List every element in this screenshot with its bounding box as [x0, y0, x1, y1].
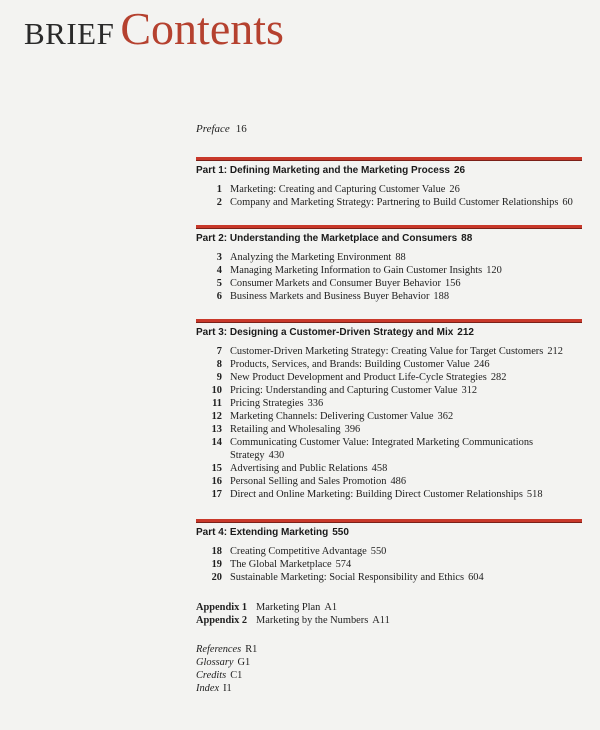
chapter-page: 550: [370, 546, 387, 557]
chapter-title: Pricing Strategies: [230, 398, 304, 409]
chapter-number: 3: [216, 252, 222, 263]
chapter-title: Analyzing the Marketing Environment: [230, 252, 392, 263]
chapter-title: Business Markets and Business Buyer Behavior: [230, 291, 430, 302]
chapter-page: 120: [486, 265, 502, 276]
backmatter-entry[interactable]: [196, 656, 257, 669]
chapter-number: 15: [211, 463, 222, 474]
preface-label: Preface: [196, 123, 230, 135]
chapter-page: 430: [268, 450, 285, 461]
backmatter-entry[interactable]: [196, 682, 257, 695]
chapter-title: New Product Development and Product Life-Cycle Strategies: [230, 372, 487, 383]
title-brief: BRIEF: [24, 16, 115, 51]
chapter-number: 5: [216, 278, 222, 289]
chapter-number: 13: [211, 424, 222, 435]
chapter-entry[interactable]: [196, 196, 582, 209]
chapter-page: 312: [461, 385, 478, 396]
part-title[interactable]: [196, 327, 582, 338]
appendix-entry[interactable]: [196, 601, 390, 614]
chapter-page: 574: [335, 559, 352, 570]
chapter-title: Customer-Driven Marketing Strategy: Creating Value for Target Customers: [230, 346, 544, 357]
chapter-number: 12: [211, 411, 222, 422]
chapter-page: 282: [490, 372, 507, 383]
backmatter-entry[interactable]: [196, 669, 257, 682]
part-page: 212: [457, 327, 474, 338]
chapter-number: 10: [211, 385, 222, 396]
part-title[interactable]: [196, 527, 582, 538]
chapter-title: Marketing: Creating and Capturing Customer Value: [230, 184, 446, 195]
backmatter-page: C1: [230, 670, 243, 681]
part-title[interactable]: [196, 165, 582, 176]
chapter-number: 4: [216, 265, 222, 276]
chapter-number: 9: [216, 372, 222, 383]
chapter-title: Marketing Channels: Delivering Customer Value: [230, 411, 434, 422]
chapter-title: Creating Competitive Advantage: [230, 546, 367, 557]
backmatter-label: References: [196, 644, 242, 655]
chapter-title: Company and Marketing Strategy: Partnering to Build Customer Relationships: [230, 197, 559, 208]
chapter-number: 11: [212, 398, 222, 409]
chapter-number: 8: [216, 359, 222, 370]
chapter-title: Retailing and Wholesaling: [230, 424, 341, 435]
chapter-title: Managing Marketing Information to Gain Customer Insights: [230, 265, 483, 276]
chapter-entry[interactable]: [196, 545, 582, 558]
chapter-entry[interactable]: [196, 264, 582, 277]
chapter-entry[interactable]: [196, 475, 582, 488]
chapter-number: 16: [211, 476, 222, 487]
backmatter-page: G1: [237, 657, 251, 668]
chapter-number: 6: [216, 291, 222, 302]
backmatter-label: Index: [196, 683, 220, 694]
chapter-entry[interactable]: [196, 571, 582, 584]
chapter-entry[interactable]: [196, 558, 582, 571]
chapter-entry[interactable]: [196, 397, 582, 410]
part-title-text: Part 3: Designing a Customer-Driven Strategy and Mix: [196, 327, 454, 338]
backmatter-page: I1: [223, 683, 232, 694]
part-4: [196, 519, 582, 584]
chapter-title: Personal Selling and Sales Promotion: [230, 476, 387, 487]
appendix-entry[interactable]: [196, 614, 390, 627]
chapter-page: 88: [395, 252, 406, 263]
chapter-page: 26: [449, 184, 460, 195]
chapter-title: Pricing: Understanding and Capturing Customer Value: [230, 385, 458, 396]
chapter-page: 486: [390, 476, 407, 487]
part-page: 26: [453, 165, 466, 176]
chapter-number: 18: [211, 546, 222, 557]
backmatter-page: R1: [245, 644, 258, 655]
appendix-label: Appendix 1: [196, 602, 248, 613]
chapter-number: 7: [216, 346, 222, 357]
part-divider: [196, 319, 582, 323]
part-title-text: Part 1: Defining Marketing and the Marketing Process: [196, 165, 450, 176]
chapter-number: 1: [216, 184, 222, 195]
appendix-page: A1: [324, 602, 338, 613]
appendix-title: Marketing by the Numbers: [256, 615, 369, 626]
chapter-title: Products, Services, and Brands: Building Customer Value: [230, 359, 470, 370]
appendix-title: Marketing Plan: [256, 602, 321, 613]
chapter-entry[interactable]: [196, 345, 582, 358]
appendix-label: Appendix 2: [196, 615, 248, 626]
part-2: [196, 225, 582, 303]
part-title-text: Part 2: Understanding the Marketplace and Consumers: [196, 233, 458, 244]
chapter-number: 20: [211, 572, 222, 583]
chapter-title: Direct and Online Marketing: Building Direct Customer Relationships: [230, 489, 523, 500]
chapter-page: 188: [433, 291, 450, 302]
chapter-page: 518: [526, 489, 543, 500]
chapter-number: 17: [211, 489, 222, 500]
appendices: [196, 601, 390, 627]
page-title: [24, 2, 284, 55]
part-page: 88: [461, 233, 473, 244]
chapter-entry[interactable]: [196, 410, 582, 423]
backmatter-label: Credits: [196, 670, 227, 681]
part-page: 550: [332, 527, 349, 538]
chapter-page: 156: [444, 278, 461, 289]
appendix-page: A11: [372, 615, 390, 626]
chapter-page: 246: [473, 359, 490, 370]
chapter-title: Sustainable Marketing: Social Responsibility and Ethics: [230, 572, 465, 583]
chapter-entry[interactable]: [196, 488, 582, 501]
part-1: [196, 157, 582, 209]
chapter-entry[interactable]: [196, 423, 582, 436]
backmatter-label: Glossary: [196, 657, 234, 668]
chapter-number: 19: [211, 559, 222, 570]
chapter-entry[interactable]: [196, 183, 582, 196]
chapter-entry[interactable]: [196, 436, 582, 462]
preface-page: 16: [235, 123, 247, 135]
chapter-entry[interactable]: [196, 462, 582, 475]
chapter-entry[interactable]: [196, 384, 582, 397]
chapter-title: The Global Marketplace: [230, 559, 332, 570]
part-title-text: Part 4: Extending Marketing: [196, 527, 329, 538]
chapter-entry[interactable]: [196, 358, 582, 371]
chapter-title: Advertising and Public Relations: [230, 463, 368, 474]
chapter-entry[interactable]: [196, 371, 582, 384]
chapter-page: 362: [437, 411, 454, 422]
chapter-page: 458: [371, 463, 388, 474]
backmatter: [196, 643, 257, 695]
chapter-title: Consumer Markets and Consumer Buyer Behavior: [230, 278, 441, 289]
chapter-page: 212: [547, 346, 563, 357]
chapter-page: 336: [307, 398, 324, 409]
chapter-entry[interactable]: [196, 290, 582, 303]
chapter-title: Communicating Customer Value: Integrated Marketing Communications Strategy: [230, 437, 534, 461]
part-divider: [196, 157, 582, 161]
chapter-entry[interactable]: [196, 251, 582, 264]
part-3: [196, 319, 582, 501]
chapter-entry[interactable]: [196, 277, 582, 290]
backmatter-entry[interactable]: [196, 643, 257, 656]
chapter-page: 396: [344, 424, 361, 435]
part-title[interactable]: [196, 233, 582, 244]
chapter-number: 2: [216, 197, 222, 208]
chapter-page: 604: [468, 572, 484, 583]
chapter-number: 14: [211, 437, 222, 448]
title-contents: Contents: [120, 3, 284, 54]
preface-entry[interactable]: [196, 123, 247, 135]
part-divider: [196, 225, 582, 229]
chapter-page: 60: [562, 197, 573, 208]
part-divider: [196, 519, 582, 523]
